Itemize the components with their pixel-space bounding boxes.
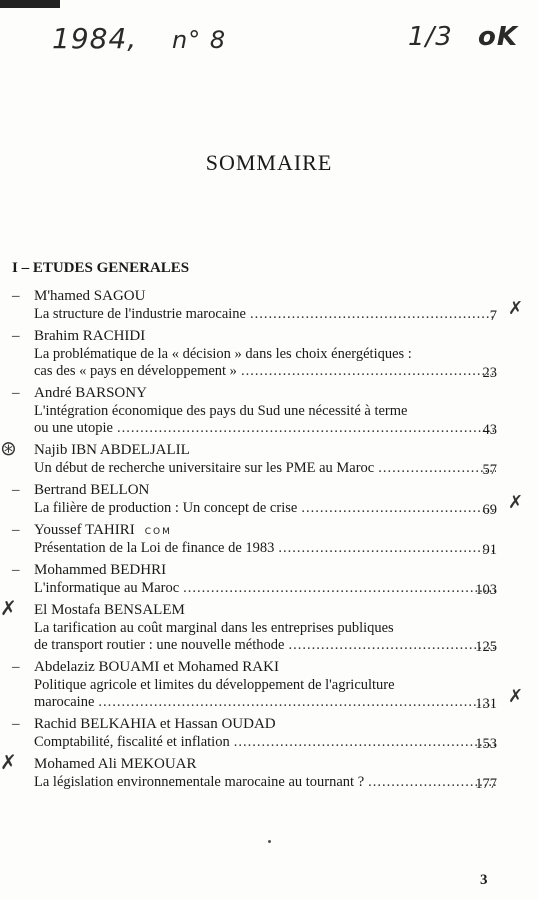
entry-author-name: Rachid BELKAHIA et Hassan OUDAD (34, 716, 276, 732)
handwritten-ok: oK (478, 22, 519, 52)
handwritten-note: COM (144, 527, 172, 537)
entry-title-line (0, 580, 500, 597)
entry-page: 23 (482, 365, 497, 381)
page-number: 3 (480, 872, 488, 888)
entry-author (0, 596, 538, 620)
entry-title-text: L'informatique au Maroc (34, 580, 180, 596)
entry-author (0, 521, 538, 540)
entry-title-text: Présentation de la Loi de finance de 1983 (34, 540, 275, 556)
entry-title-line (0, 420, 500, 437)
toc-entry (0, 596, 538, 655)
entry-author-name: Najib IBN ABDELJALIL (34, 442, 190, 458)
entry-author (0, 481, 538, 500)
entry-page: 7 (489, 308, 497, 324)
handwritten-margin-mark: ✗ (0, 596, 17, 620)
toc-entry (0, 715, 538, 751)
handwritten-fraction: 1/3 (408, 22, 453, 52)
entry-dash: – (12, 288, 20, 304)
entry-title-text: La filière de production : Un concept de crise (34, 500, 298, 516)
toc-entry (0, 658, 538, 711)
handwritten-issue: n° 8 (172, 26, 227, 54)
entry-author (0, 287, 538, 306)
toc-entry (0, 287, 538, 323)
entry-page: 131 (475, 696, 497, 712)
entry-author (0, 384, 538, 403)
entry-dash: – (12, 522, 20, 538)
handwritten-margin-mark: ⊛ (0, 436, 17, 460)
entry-author-name: Mohammed BEDHRI (34, 562, 167, 578)
entry-title-text: La structure de l'industrie marocaine (34, 306, 246, 322)
entry-title-line: La tarification au coût marginal dans les entreprises publiques (34, 620, 394, 636)
entry-title-line: L'intégration économique des pays du Sud une nécessité à terme (34, 403, 408, 419)
entry-dash: – (12, 328, 20, 344)
entry-page: 153 (475, 736, 497, 752)
entry-author-name: M'hamed SAGOU (34, 288, 146, 304)
entry-author-name: André BARSONY (34, 385, 147, 401)
dot-leader (98, 694, 496, 711)
entry-title-text: La législation environnementale marocaine au tournant ? (34, 774, 365, 790)
entry-page: 177 (475, 776, 497, 792)
entry-dash: – (12, 716, 20, 732)
page-title: SOMMAIRE (205, 150, 333, 175)
toc-entry (0, 327, 538, 380)
entry-title-text: ou une utopie (34, 420, 113, 436)
entry-title-line (0, 540, 500, 557)
entry-title-line (0, 686, 524, 712)
entry-author (0, 436, 538, 460)
dot-leader (183, 580, 496, 597)
entry-dash: – (12, 659, 20, 675)
toc-entry (0, 436, 538, 478)
entry-title-line: Politique agricole et limites du développement de l'agriculture (34, 677, 395, 693)
entry-page: 43 (482, 422, 497, 438)
entry-author (0, 561, 538, 580)
entry-author-name: Youssef TAHIRI (34, 522, 135, 538)
dot-leader (117, 420, 496, 437)
entry-author (0, 327, 538, 346)
entry-author-name: Bertrand BELLON (34, 482, 150, 498)
entry-title-line (0, 492, 524, 518)
toc-entry (0, 521, 538, 557)
entry-title-text: cas des « pays en développement » (34, 363, 237, 379)
section-heading: I – ETUDES GENERALES (12, 260, 190, 276)
handwritten-year: 1984, (52, 22, 138, 55)
entry-author (0, 658, 538, 677)
entry-author (0, 750, 538, 774)
handwritten-check-mark: ✗ (508, 686, 524, 707)
entry-author (0, 715, 538, 734)
entry-page: 91 (482, 542, 497, 558)
entry-title-line (0, 774, 500, 791)
scan-corner (0, 0, 60, 8)
handwritten-margin-mark: ✗ (0, 750, 17, 774)
entry-title-text: Comptabilité, fiscalité et inflation (34, 734, 230, 750)
entry-author-name: Abdelaziz BOUAMI et Mohamed RAKI (34, 659, 279, 675)
entry-title-line: La problématique de la « décision » dans les choix énergétiques : (34, 346, 412, 362)
entry-title-text: de transport routier : une nouvelle méthode (34, 637, 285, 653)
entry-title-text: Un début de recherche universitaire sur les PME au Maroc (34, 460, 375, 476)
entry-author-name: El Mostafa BENSALEM (34, 602, 185, 618)
toc-entry (0, 384, 538, 437)
entry-page: 125 (475, 639, 497, 655)
entry-title-line (0, 298, 524, 324)
entry-page: 103 (475, 582, 497, 598)
handwritten-check-mark: ✗ (508, 492, 524, 513)
entry-title-line (0, 734, 500, 751)
entry-dash: – (12, 385, 20, 401)
entry-page: 57 (482, 462, 497, 478)
toc-entry (0, 481, 538, 517)
entry-dash: – (12, 482, 20, 498)
entry-author-name: Mohamed Ali MEKOUAR (34, 756, 197, 772)
toc-entry (0, 561, 538, 597)
entry-dash: – (12, 562, 20, 578)
toc-entry (0, 750, 538, 792)
handwritten-check-mark: ✗ (508, 298, 524, 319)
entry-title-line (0, 460, 500, 477)
entry-title-line (0, 363, 500, 380)
toc-list (0, 287, 538, 795)
entry-author-name: Brahim RACHIDI (34, 328, 146, 344)
ink-speck (268, 840, 271, 843)
entry-title-text: marocaine (34, 694, 95, 710)
entry-title-line (0, 637, 500, 654)
entry-page: 69 (482, 502, 497, 518)
